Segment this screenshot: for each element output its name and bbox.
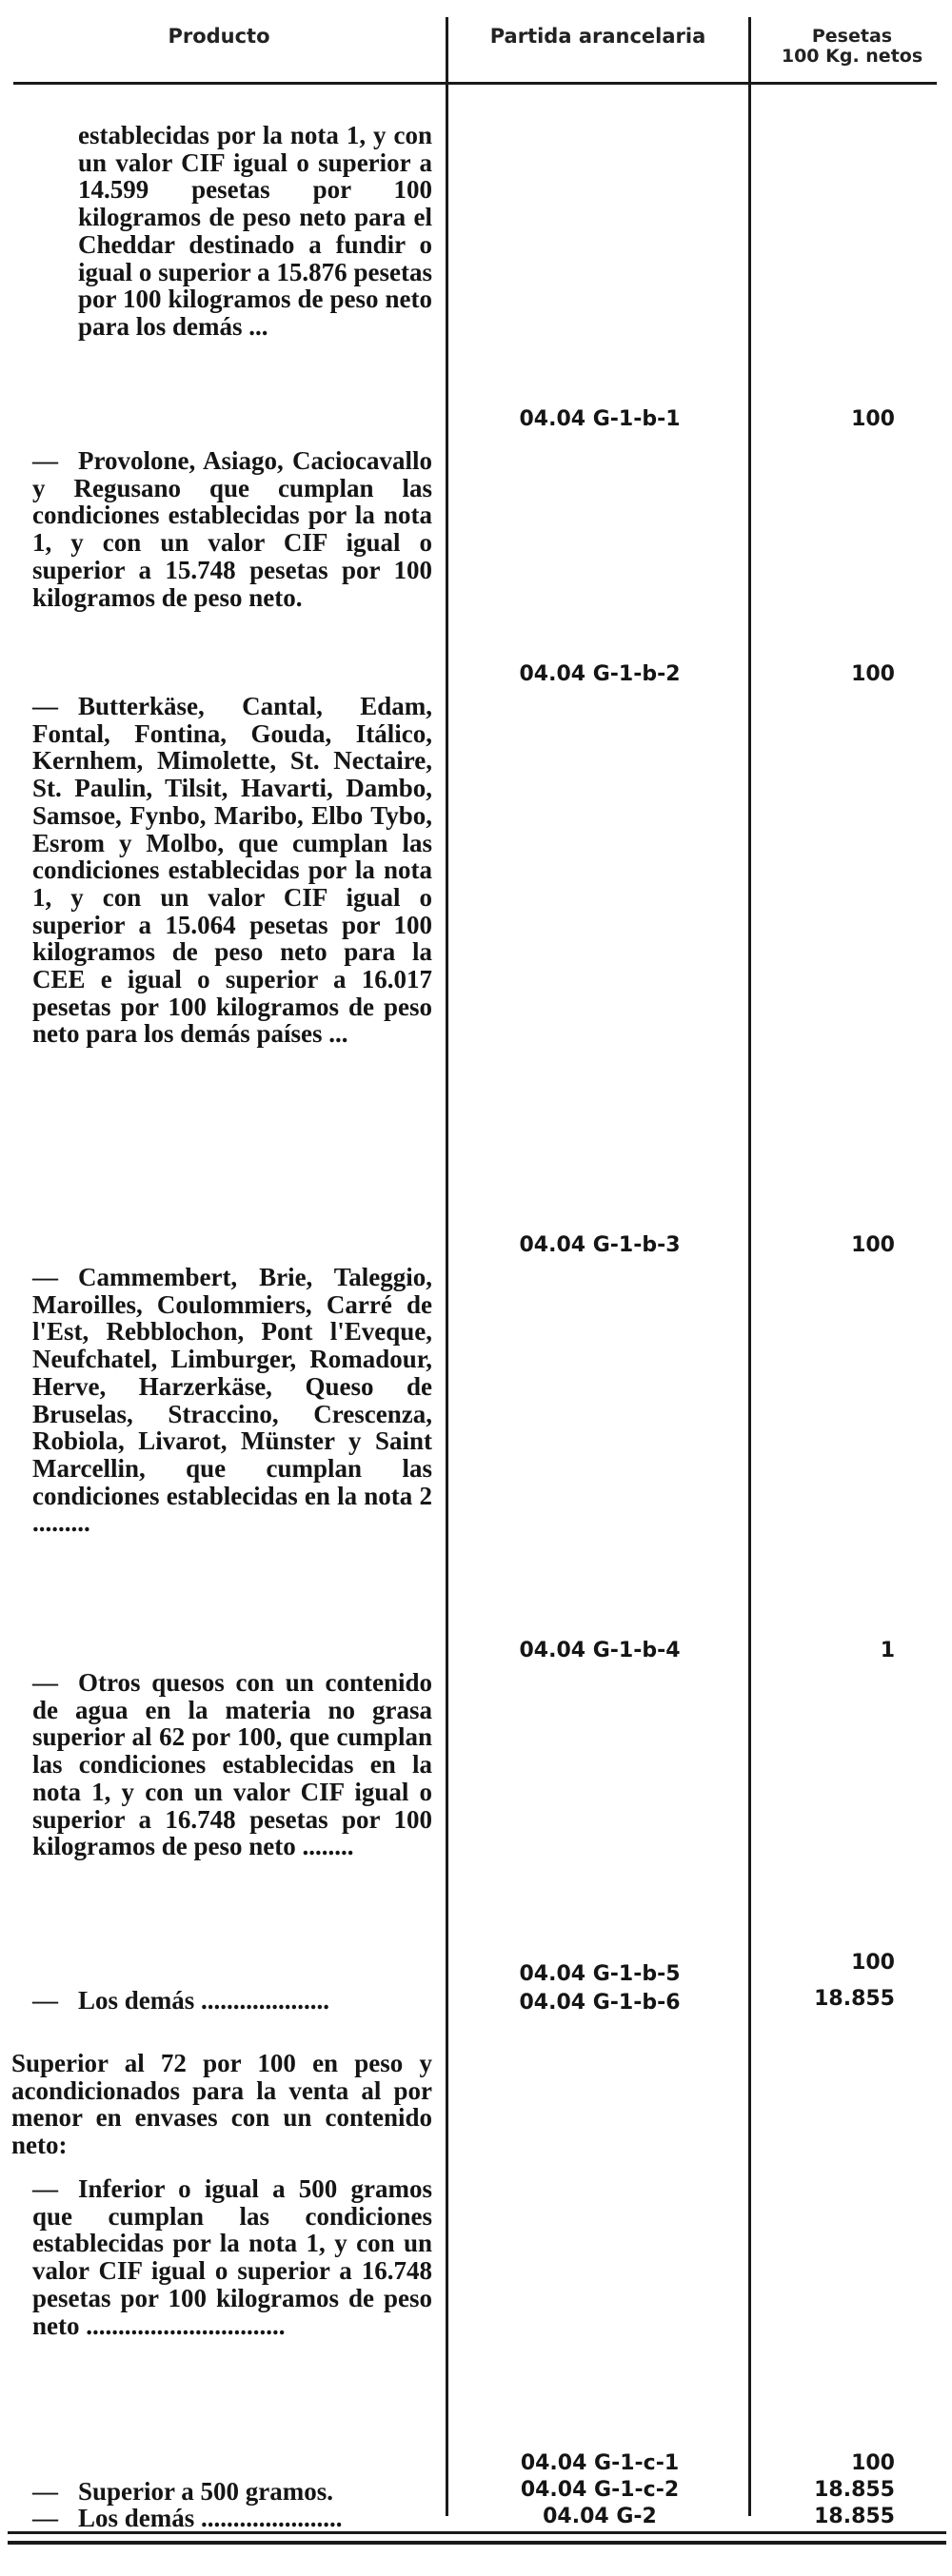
pesetas-value: 1 xyxy=(880,1639,895,1662)
product-text: Superior a 500 gramos. xyxy=(78,2477,333,2506)
product-text: Cammembert, Brie, Taleggio, Maroilles, Coulommiers, Carré de l'Est, Rebblochon, Pont l'Eveque, Neufchatel, Limburger, Romadour, Herve, Harzerkäse, Queso de Bruselas, Straccino, Crescenza, Robiola, Livarot, Münster y Saint Marcellin, que cumplan las condiciones establecidas en la nota 2 ......... xyxy=(32,1263,432,1538)
product-text: Los demás .................... xyxy=(78,1986,330,2015)
product-description xyxy=(32,1669,432,1860)
tariff-code: 04.04 G-1-b-4 xyxy=(519,1639,681,1662)
product-description xyxy=(32,693,432,1048)
tariff-code: 04.04 G-1-b-3 xyxy=(519,1233,681,1257)
product-description xyxy=(32,2175,432,2339)
product-text: Otros quesos con un contenido de agua en la materia no grasa superior al 62 por 100, que cumplan las condiciones establecidas en la nota 1, y con un valor CIF igual o superior a 16.748 pesetas por 100 kilogramos de peso neto ........ xyxy=(32,1668,432,1861)
tariff-code: 04.04 G-1-c-1 xyxy=(520,2451,680,2475)
tariff-code: 04.04 G-1-b-2 xyxy=(519,662,681,686)
product-text: Provolone, Asiago, Caciocavallo y Regusano que cumplan las condiciones establecidas por la nota 1, y con un valor CIF igual o superior a 15.748 pesetas por 100 kilogramos de peso neto. xyxy=(32,446,432,612)
tariff-code: 04.04 G-1-b-1 xyxy=(519,407,681,431)
product-text: Los demás ...................... xyxy=(78,2504,343,2532)
product-description xyxy=(32,2505,432,2532)
column-divider-2 xyxy=(748,17,751,2516)
pesetas-value: 100 xyxy=(851,407,895,431)
tariff-code: 04.04 G-1-c-2 xyxy=(520,2478,680,2502)
product-description xyxy=(32,1264,432,1537)
pesetas-value: 100 xyxy=(851,1951,895,1975)
header-tariff: Partida arancelaria xyxy=(489,25,706,48)
pesetas-value: 18.855 xyxy=(814,2478,895,2502)
pesetas-value: 100 xyxy=(851,662,895,686)
dash-marker: — xyxy=(32,2504,58,2532)
dash-marker: — xyxy=(32,692,58,720)
product-text: Inferior o igual a 500 gramos que cumplan las condiciones establecidas por la nota 1, y con un valor CIF igual o superior a 16.748 pesetas por 100 kilogramos de peso neto ............................... xyxy=(32,2174,432,2340)
tariff-code: 04.04 G-1-b-6 xyxy=(519,1991,681,2015)
dash-marker: — xyxy=(32,446,58,475)
dash-marker: — xyxy=(32,1263,58,1291)
pesetas-value: 18.855 xyxy=(814,1987,895,2011)
header-pesetas-line2: 100 Kg. netos xyxy=(781,46,923,67)
product-description: establecidas por la nota 1, y con un valor CIF igual o superior a 14.599 pesetas por 100 kilogramos de peso neto para el Cheddar destinado a fundir o igual o superior a 15.876 pesetas por 100 kilogramos de peso neto para los demás ... xyxy=(78,121,432,341)
dash-marker: — xyxy=(32,2477,58,2506)
tariff-code: 04.04 G-2 xyxy=(543,2505,657,2528)
product-description: Superior al 72 por 100 en peso y acondicionados para la venta al por menor en envases con un contenido neto: xyxy=(11,2049,432,2160)
header-pesetas-line1: Pesetas xyxy=(811,26,893,47)
dash-marker: — xyxy=(32,2174,58,2203)
header-rule xyxy=(13,82,937,85)
product-description xyxy=(32,2478,432,2506)
pesetas-value: 100 xyxy=(851,2451,895,2475)
product-description xyxy=(32,447,432,611)
dash-marker: — xyxy=(32,1668,58,1697)
column-divider-1 xyxy=(446,17,448,2516)
tariff-code: 04.04 G-1-b-5 xyxy=(519,1962,681,1986)
bottom-rule-2 xyxy=(8,2541,946,2545)
header-product: Producto xyxy=(168,25,270,48)
header-pesetas xyxy=(757,27,947,67)
product-description xyxy=(32,1987,432,2015)
product-text: Butterkäse, Cantal, Edam, Fontal, Fontina, Gouda, Itálico, Kernhem, Mimolette, St. Nectaire, St. Paulin, Tilsit, Havarti, Dambo, Samsoe, Fynbo, Maribo, Elbo Tybo, Esrom y Molbo, que cumplan las condiciones establecidas por la nota 1, y con un valor CIF igual o superior a 15.064 pesetas por 100 kilogramos de peso neto para la CEE e igual o superior a 16.017 pesetas por 100 kilogramos de peso neto para los demás países ... xyxy=(32,692,432,1049)
dash-marker: — xyxy=(32,1986,58,2015)
pesetas-value: 100 xyxy=(851,1233,895,1257)
pesetas-value: 18.855 xyxy=(814,2505,895,2528)
